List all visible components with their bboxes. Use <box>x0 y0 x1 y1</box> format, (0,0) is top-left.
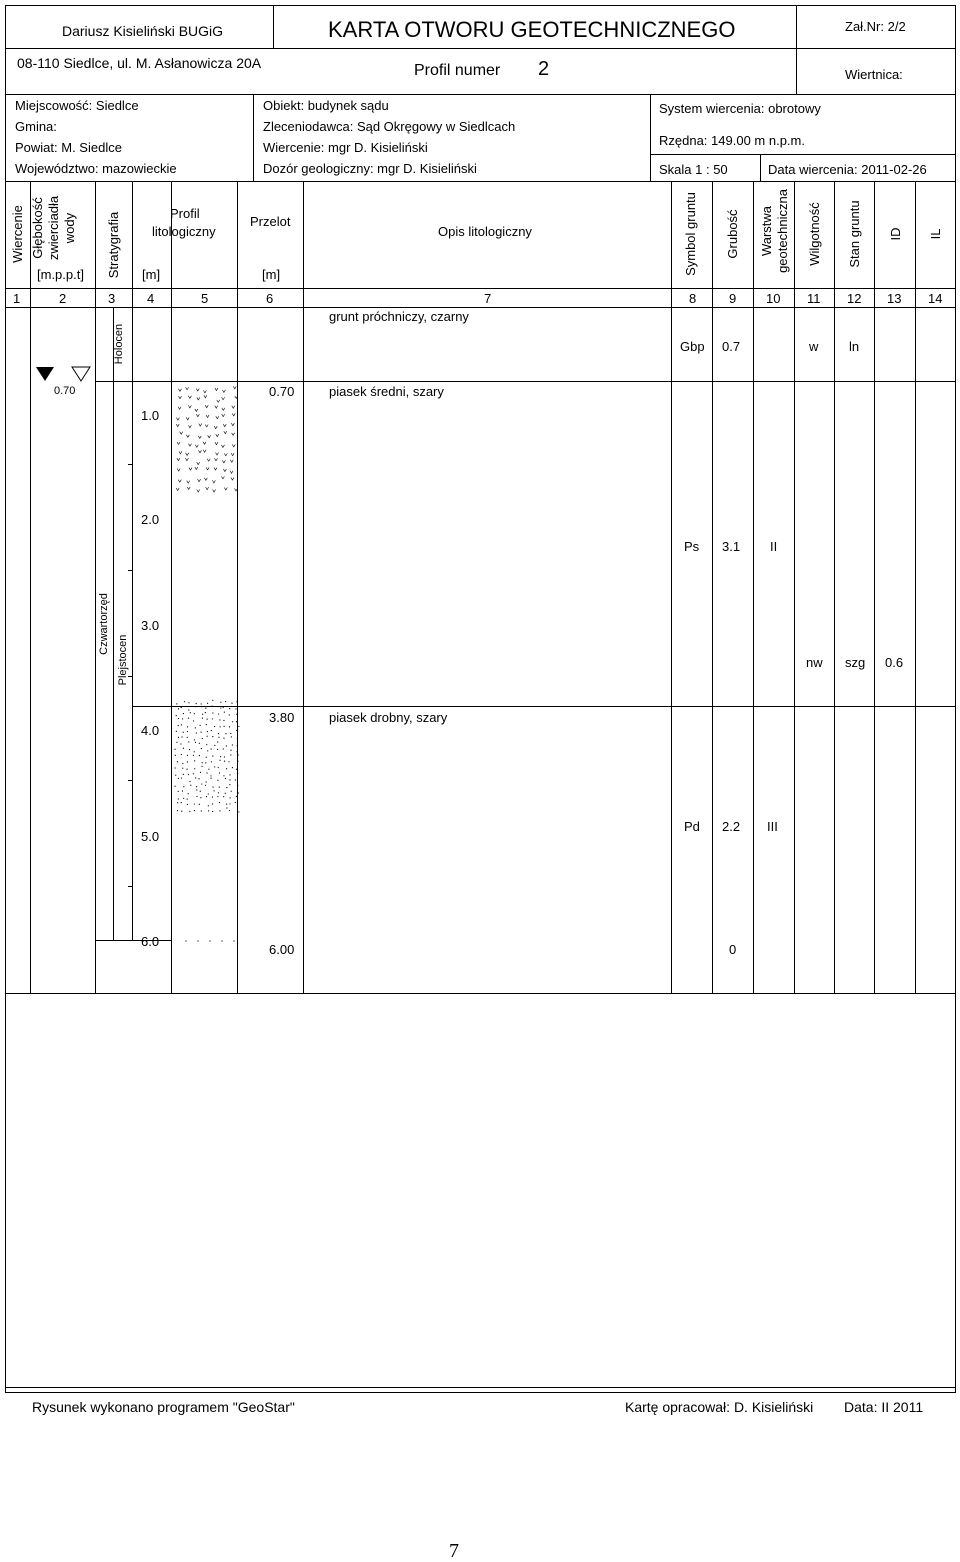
col-profile-line2: litologiczny <box>152 224 216 239</box>
layer-grain: 0.7 <box>722 339 741 354</box>
layer-top: 3.80 <box>269 710 295 725</box>
depth-mark: 4.0 <box>141 723 160 738</box>
col-profile-unit: [m] <box>142 267 161 282</box>
page-title: KARTA OTWORU GEOTECHNICZNEGO <box>328 17 736 42</box>
col-number: 4 <box>147 291 155 306</box>
col-stratigraphy: Stratygrafia <box>106 211 121 279</box>
layer-description: piasek średni, szary <box>329 384 444 399</box>
drilling-scale: Skala 1 : 50 <box>659 162 728 177</box>
bottom-grain: 0 <box>729 942 737 957</box>
location-district: Powiat: M. Siedlce <box>15 140 122 155</box>
company-address: 08-110 Siedlce, ul. M. Asłanowicza 20A <box>17 55 262 71</box>
col-water-depth-line2: zwierciadła <box>46 195 61 261</box>
col-number: 2 <box>59 291 67 306</box>
project-object: Obiekt: budynek sądu <box>263 98 389 113</box>
company-name: Dariusz Kisieliński BUGiG <box>62 23 224 39</box>
project-supervision: Dozór geologiczny: mgr D. Kisieliński <box>263 161 477 176</box>
col-number: 14 <box>928 291 943 306</box>
layer-description: piasek drobny, szary <box>329 710 448 725</box>
col-il: IL <box>928 228 943 240</box>
col-water-depth <box>1 188 111 268</box>
drilling-elevation: Rzędna: 149.00 m n.p.m. <box>659 133 805 148</box>
layer-symbol: Gbp <box>680 339 705 354</box>
col-description: Opis litologiczny <box>438 224 532 239</box>
layer-geotech: II <box>770 539 778 554</box>
layer-top: 0.70 <box>269 384 295 399</box>
layer-state: ln <box>849 339 860 354</box>
attachment-number: Zał.Nr: 2/2 <box>845 19 906 34</box>
project-drilling: Wiercenie: mgr D. Kisieliński <box>263 140 428 155</box>
col-water-depth-line3: wody <box>62 212 77 244</box>
col-number: 7 <box>484 291 492 306</box>
depth-mark: 6.0 <box>141 934 160 949</box>
layer-id: 0.6 <box>885 655 904 670</box>
page-number: 7 <box>449 1540 459 1562</box>
col-number: 8 <box>689 291 697 306</box>
project-client: Zleceniodawca: Sąd Okręgowy w Siedlcach <box>263 119 516 134</box>
col-number: 12 <box>847 291 862 306</box>
col-number: 3 <box>108 291 116 306</box>
drilling-date: Data wiercenia: 2011-02-26 <box>768 162 927 177</box>
layer-grain: 3.1 <box>722 539 741 554</box>
layer-symbol: Ps <box>684 539 700 554</box>
col-grain: Grubość <box>725 209 740 259</box>
col-symbol: Symbol gruntu <box>683 192 698 276</box>
depth-mark: 1.0 <box>141 408 160 423</box>
profile-number: 2 <box>538 58 550 80</box>
layer-state: szg <box>845 655 866 670</box>
rig-label: Wiertnica: <box>845 67 903 82</box>
depth-mark: 2.0 <box>141 512 160 527</box>
profile-label: Profil numer <box>414 62 501 79</box>
col-number: 13 <box>887 291 902 306</box>
col-number: 6 <box>266 291 274 306</box>
stratigraphy-quaternary: Czwartorzęd <box>98 593 110 655</box>
col-moisture: Wilgotność <box>807 202 822 266</box>
col-span-unit: [m] <box>262 267 281 282</box>
col-profile-line1: Profil <box>170 206 200 221</box>
col-water-depth-unit: [m.p.p.t] <box>37 267 84 282</box>
col-layer-line2: geotechniczna <box>775 189 790 273</box>
col-state: Stan gruntu <box>847 200 862 268</box>
col-number: 11 <box>807 291 821 306</box>
col-number: 10 <box>766 291 781 306</box>
col-drilling: Wiercenie <box>10 205 25 263</box>
footer-author: Kartę opracował: D. Kisieliński <box>625 1399 814 1415</box>
depth-mark: 5.0 <box>141 829 160 844</box>
drilling-system: System wiercenia: obrotowy <box>659 101 821 116</box>
water-depth-value: 0.70 <box>54 385 76 397</box>
footer-program: Rysunek wykonano programem "GeoStar" <box>32 1399 295 1415</box>
col-layer-line1: Warstwa <box>759 205 774 257</box>
footer-date: Data: II 2011 <box>844 1399 924 1415</box>
col-number: 9 <box>729 291 737 306</box>
layer-grain: 2.2 <box>722 819 741 834</box>
layer-moisture: w <box>809 339 819 354</box>
location-voivodeship: Województwo: mazowieckie <box>15 161 177 176</box>
depth-mark: 3.0 <box>141 618 160 633</box>
location-commune: Gmina: <box>15 119 57 134</box>
layer-moisture: nw <box>806 655 823 670</box>
col-span: Przelot <box>250 214 291 229</box>
layer-geotech: III <box>767 819 778 834</box>
bottom-depth: 6.00 <box>269 942 295 957</box>
location-town: Miejscowość: Siedlce <box>15 98 139 113</box>
layer-description: grunt próchniczy, czarny <box>329 309 469 324</box>
col-number: 1 <box>13 291 21 306</box>
col-id: ID <box>888 227 903 241</box>
layer-symbol: Pd <box>684 819 700 834</box>
stratigraphy-pleistocene: Plejstocen <box>117 634 129 686</box>
stratigraphy-holocene: Holocen <box>113 323 125 365</box>
col-number: 5 <box>201 291 209 306</box>
col-water-depth-line1: Głębokość <box>30 197 45 259</box>
